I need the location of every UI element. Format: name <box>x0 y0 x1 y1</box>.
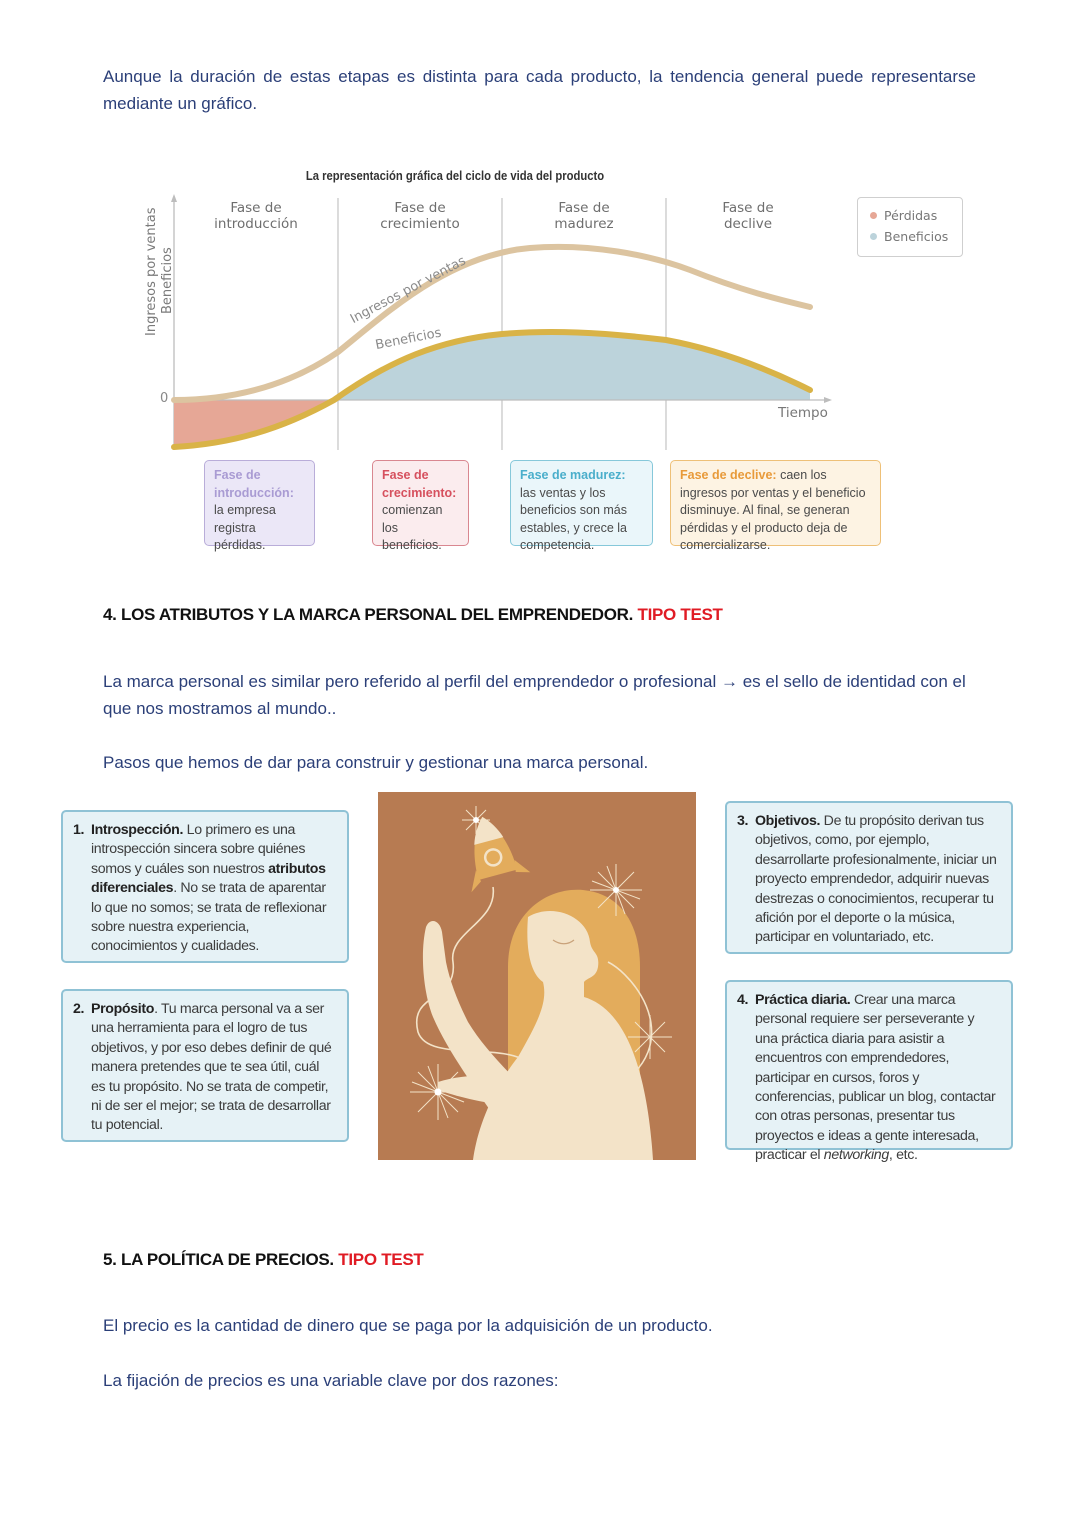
phase-label-declive: Fase de declive <box>722 200 774 232</box>
step-practica-diaria: 4. Práctica diaria. Crear una marca personal requiere ser perseverante y una práctica diaria para asistir a encuentros con emprendedores, participar en cursos, foros y conferencias, publicar un blog, contactar con otras personas, presentar tus proyectos e ideas a gente interesada, practicar el networking, etc. <box>725 980 1013 1150</box>
y-axis-label: Ingresos por ventas Beneficios <box>144 207 175 336</box>
intro-paragraph: Aunque la duración de estas etapas es distinta para cada producto, la tendencia general puede representarse mediante un gráfico. <box>103 67 976 113</box>
phase-box-crecimiento: Fase de crecimiento: comienzan los beneficios. <box>372 460 469 546</box>
step-introspeccion: 1. Introspección. Lo primero es una introspección sincera sobre quiénes somos y cuáles son nuestros atributos diferenciales. No se trata de aparentar lo que no somos; se trata de reflexionar sobre nuestra experiencia, conocimientos y cualidades. <box>61 810 349 963</box>
step-objetivos: 3. Objetivos. De tu propósito derivan tus objetivos, como, por ejemplo, desarrollarte profesionalmente, iniciar un proyecto emprendedor, adquirir nuevas destrezas o conocimientos, recuperar tu afición por el deporte o la música, participar en voluntariado, etc. <box>725 801 1013 954</box>
phase-label-introduccion: Fase de introducción <box>214 200 298 232</box>
section4-paragraph1: La marca personal es similar pero referido al perfil del emprendedor o profesional → es el sello de identidad con el que nos mostramos al mundo.. <box>103 672 966 718</box>
section5-heading: 5. LA POLÍTICA DE PRECIOS. TIPO TEST <box>103 1250 424 1269</box>
legend-item-beneficios: Beneficios <box>870 229 948 244</box>
phase-box-declive: Fase de declive: caen los ingresos por ventas y el beneficio disminuye. Al final, se generan pérdidas y el producto deja de comercializarse. <box>670 460 881 546</box>
y-zero-label: 0 <box>160 391 169 406</box>
chart-legend <box>857 197 963 257</box>
tipo-test-badge: TIPO TEST <box>338 1250 424 1269</box>
phase-box-madurez: Fase de madurez: las ventas y los beneficios son más estables, y crece la competencia. <box>510 460 653 546</box>
phase-label-madurez: Fase de madurez <box>554 200 614 232</box>
section5-paragraph2: La fijación de precios es una variable clave por dos razones: <box>103 1371 559 1390</box>
chart-title: La representación gráfica del ciclo de vida del producto <box>305 169 605 183</box>
legend-item-perdidas: Pérdidas <box>870 208 937 223</box>
section4-paragraph2: Pasos que hemos de dar para construir y gestionar una marca personal. <box>103 753 649 772</box>
x-axis-label: Tiempo <box>778 405 828 421</box>
tipo-test-badge: TIPO TEST <box>637 605 723 624</box>
ingresos-curve-label: Ingresos por ventas <box>347 253 469 327</box>
phase-box-introduccion: Fase de introducción: la empresa registra pérdidas. <box>204 460 315 546</box>
product-lifecycle-chart <box>130 160 980 560</box>
perdidas-dot-icon <box>870 212 877 219</box>
step-proposito: 2. Propósito. Tu marca personal va a ser una herramienta para el logro de tus objetivos, y por eso debes definir de qué manera pretendes que te sea útil, cuál es tu propósito. No se trata de competir, ni de ser el mejor; se trata de desarrollar tu potencial. <box>61 989 349 1142</box>
beneficios-dot-icon <box>870 233 877 240</box>
phase-label-crecimiento: Fase de crecimiento <box>380 200 460 232</box>
section4-heading: 4. LOS ATRIBUTOS Y LA MARCA PERSONAL DEL EMPRENDEDOR. TIPO TEST <box>103 605 723 624</box>
section5-paragraph1: El precio es la cantidad de dinero que se paga por la adquisición de un producto. <box>103 1316 713 1335</box>
woman-with-rocket-illustration <box>378 792 696 1160</box>
beneficios-curve-label: Beneficios <box>374 325 443 353</box>
